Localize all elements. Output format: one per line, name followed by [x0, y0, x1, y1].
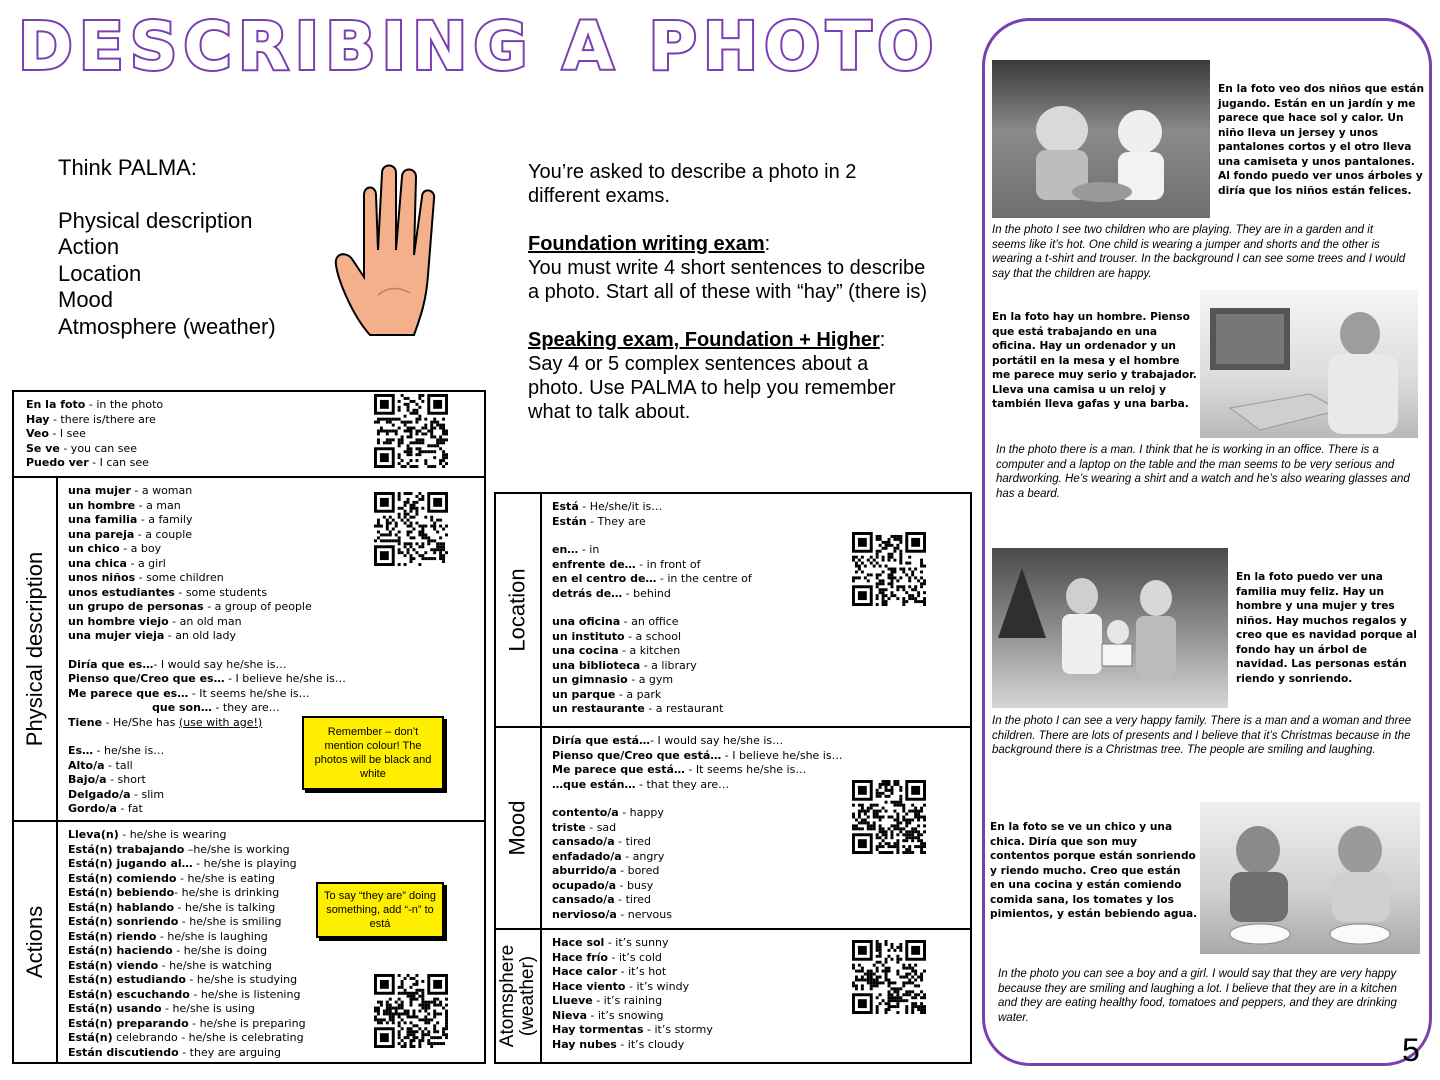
vocab-es: detrás de…: [552, 586, 623, 600]
vocab-en: - some students: [174, 585, 268, 599]
vocab-es: Me parece que es…: [68, 686, 189, 700]
vocab-es: Hay: [26, 412, 50, 426]
vocab-es: Pienso que/Creo que es…: [68, 672, 225, 685]
vocab-en: - He/She has: [102, 715, 179, 729]
vocab-en: - it’s raining: [592, 994, 663, 1007]
section-label: Actions: [22, 905, 47, 979]
vocab-es: Están discutiendo: [68, 1045, 179, 1059]
vocab-es: Hace viento: [552, 979, 626, 993]
vocab-en: - It seems he/she is…: [188, 686, 310, 700]
vocab-es: Está(n) viendo: [68, 958, 159, 972]
photo-kids-eating: [1200, 802, 1420, 954]
vocab-es: Bajo/a: [68, 773, 107, 786]
vocab-es: enfrente de…: [552, 557, 636, 571]
vocab-en: - a gym: [627, 673, 674, 686]
page-number: 5: [1402, 1032, 1420, 1068]
vocab-es: una cocina: [552, 644, 619, 657]
qr-code[interactable]: [374, 492, 448, 566]
vocab-en: - that they are…: [635, 777, 730, 791]
vocab-en: - he/she is watching: [158, 958, 272, 972]
location-side-label: [496, 494, 542, 726]
vocab-es: en el centro de…: [552, 572, 657, 585]
photo-children-playing: [992, 60, 1210, 218]
vocab-en: - you can see: [59, 441, 138, 455]
vocab-en: - an old lady: [164, 629, 237, 642]
vocab-es: Alto/a: [68, 758, 105, 772]
vocab-en: - I believe he/she is…: [721, 748, 843, 762]
palma-item: Mood: [58, 287, 114, 312]
location-box: [494, 492, 972, 728]
vocab-en: - slim: [130, 787, 165, 801]
vocab-es: Pienso que/Creo que está…: [552, 748, 722, 762]
vocab-es: un parque: [552, 687, 616, 701]
vocab-es: Hace calor: [552, 965, 618, 978]
vocab-es: En la foto: [26, 398, 86, 411]
vocab-en: - it’s hot: [617, 965, 667, 978]
vocab-en: - he/she is…: [93, 744, 165, 757]
vocab-en: - he/she is preparing: [188, 1016, 306, 1030]
kitchen-illustration: [1200, 802, 1420, 954]
vocab-es: cansado/a: [552, 835, 615, 848]
vocab-es: Gordo/a: [68, 802, 117, 815]
vocab-es: una oficina: [552, 615, 621, 628]
vocab-es: un restaurante: [552, 702, 645, 715]
vocab-en: - he/she is listening: [189, 987, 301, 1001]
vocab-en: - I would say he/she is…: [650, 734, 784, 747]
vocab-es: Puedo ver: [26, 456, 89, 469]
vocab-en: - there is/there are: [49, 412, 156, 426]
colour-reminder-note: Remember – don’t mention colour! The photos will be black and white: [302, 716, 444, 790]
vocab-en: - he/she is talking: [174, 900, 276, 914]
vocab-en: - in the photo: [85, 398, 164, 411]
palma-item: Location: [58, 260, 142, 286]
example-english: In the photo you can see a boy and a girl. I would say that they are very happy because they are smiling and laughing a lot. I believe that they are in a kitchen and they are eating healthy food, tomatoes and peppers, and they are drinking water.: [998, 968, 1397, 1024]
vocab-es: Hay nubes: [552, 1037, 617, 1051]
vocab-en: - busy: [616, 878, 654, 892]
vocab-en: - nervous: [616, 907, 672, 921]
vocab-es: en…: [552, 543, 579, 556]
foundation-heading: Foundation writing exam: [528, 233, 765, 255]
vocab-es: …que están…: [552, 777, 636, 791]
vocab-en: - a library: [640, 658, 697, 672]
vocab-en: - a kitchen: [618, 644, 681, 657]
vocab-es: Está(n) riendo: [68, 929, 157, 943]
vocab-es: Está(n): [68, 1031, 113, 1044]
vocab-es: Hace sol: [552, 936, 605, 949]
section-label: Mood: [505, 800, 531, 856]
vocab-es: un hombre viejo: [68, 614, 169, 628]
palma-block: [58, 155, 358, 340]
example-english: In the photo I can see a very happy family. There is a man and a woman and three children. There are lots of presents and I believe that it’s Christmas because in the background there is a Christmas tree. The people are smiling and laughing.: [992, 715, 1412, 756]
vocab-en: - I can see: [88, 456, 149, 469]
vocab-es: Está(n) haciendo: [68, 944, 173, 957]
vocab-es: Nieva: [552, 1008, 588, 1022]
vocab-en: - It seems he/she is…: [684, 763, 807, 776]
vocab-es: una mujer: [68, 484, 131, 497]
location-list: [552, 500, 852, 717]
example-spanish: En la foto puedo ver una familia muy feliz. Hay un hombre y una mujer y tres niños. Hay muchos regalos y creo que es navidad porque al fondo hay un árbol de navidad. Las personas están riendo y sonriendo.: [1236, 571, 1417, 685]
photo-man-working: [1200, 290, 1418, 438]
example-english: In the photo I see two children who are playing. They are in a garden and it seems like it’s hot. One child is wearing a jumper and shorts and the other is wearing a t-shirt and trouser. In the background I can see some trees and I would say that the children are happy.: [992, 224, 1406, 280]
vocab-es: una chica: [68, 556, 127, 570]
vocab-es: Se ve: [26, 441, 60, 455]
vocab-en: - fat: [116, 802, 143, 815]
page-title: DESCRIBING A PHOTO: [18, 8, 940, 85]
example-spanish: En la foto se ve un chico y una chica. Diría que son muy contentos porque están sonriendo y riendo mucho. Creo que están en una cocina y están comiendo comida sana, los tomates y los pimientos, y están bebiendo agua.: [990, 821, 1198, 920]
children-illustration: [992, 60, 1210, 218]
vocab-en: - it’s cold: [607, 950, 662, 964]
mood-list: [552, 734, 852, 922]
office-illustration: [1200, 290, 1418, 438]
speaking-heading: Speaking exam, Foundation + Higher: [528, 329, 880, 351]
vocab-es: aburrido/a: [552, 864, 617, 877]
palma-heading: Think PALMA:: [58, 155, 197, 180]
palma-item: Action: [58, 234, 120, 259]
vocab-es: Tiene: [68, 715, 103, 729]
palma-item: Atmosphere (weather): [58, 313, 276, 339]
vocab-en: - a restaurant: [644, 702, 724, 715]
qr-code[interactable]: [852, 940, 926, 1014]
vocab-en: - an office: [620, 615, 679, 628]
weather-side-label: [496, 930, 542, 1062]
vocab-es: Está(n) trabajando: [68, 842, 185, 856]
vocab-es: una pareja: [68, 527, 135, 541]
vocab-es: un chico: [68, 542, 120, 555]
vocab-en: - they are…: [211, 701, 280, 714]
vocab-en: - tall: [104, 758, 133, 772]
vocab-en: - in: [578, 543, 600, 556]
vocab-en: - angry: [621, 849, 665, 863]
vocab-en: - in front of: [635, 557, 701, 571]
vocab-es: Diría que es…: [68, 657, 154, 671]
vocab-es: Está(n) usando: [68, 1002, 162, 1015]
vocab-es: Hace frío: [552, 950, 608, 964]
vocab-en: - it’s sunny: [604, 936, 669, 949]
vocab-en: - tired: [614, 835, 651, 848]
intro-line: You’re asked to describe a photo in 2 different exams.: [528, 161, 857, 207]
vocab-es: un hombre: [68, 498, 136, 512]
vocab-es: Está: [552, 500, 579, 513]
vocab-es: Está(n) comiendo: [68, 871, 177, 885]
vocab-en: - he/she is eating: [176, 871, 275, 885]
physical-side-label: [14, 478, 58, 820]
intro-block: You’re asked to describe a photo in 2 different exams. Foundation writing exam: You must write 4 short sentences to describe a photo. Start all of these with “hay” (there is) Speaking exam, Foundation + Higher: Say 4 or 5 complex sentences about a photo. Use PALMA to help you remember what to talk about.: [528, 161, 928, 423]
vocab-es: unos estudiantes: [68, 585, 175, 599]
hand-icon: [330, 155, 450, 345]
vocab-es: cansado/a: [552, 893, 615, 906]
vocab-en: - short: [106, 773, 146, 786]
vocab-en: - in the centre of: [656, 572, 752, 585]
vocab-es: Está(n) bebiendo: [68, 886, 175, 899]
section-label: Physical description: [22, 551, 47, 747]
vocab-es: Está(n) preparando: [68, 1016, 189, 1030]
example-english: In the photo there is a man. I think that he is working in an office. There is a computer and a laptop on the table and the man seems to be very serious and hardworking. He’s wearing a shirt and a watch and he’s also wearing glasses and has a beard.: [996, 444, 1410, 500]
vocab-en: - I would say he/she is…: [153, 657, 287, 671]
vocab-es: Está(n) estudiando: [68, 973, 186, 986]
vocab-en: - a woman: [130, 484, 193, 497]
vocab-es: Está(n) hablando: [68, 900, 175, 914]
vocab-es: un instituto: [552, 629, 625, 643]
vocab-en: - they are arguing: [178, 1045, 282, 1059]
actions-list: [68, 828, 368, 1060]
vocab-en: - He/she/it is…: [578, 500, 663, 513]
example-spanish: En la foto hay un hombre. Pienso que está trabajando en una oficina. Hay un ordenador y un portátil en la mesa y el hombre me parece muy serio y trabajador. Lleva una camisa u un reloj y también lleva gafas y una barba.: [992, 311, 1197, 410]
vocab-es: Están: [552, 514, 587, 528]
vocab-es: Veo: [26, 427, 49, 440]
qr-code[interactable]: [852, 780, 926, 854]
vocab-es: nervioso/a: [552, 907, 617, 921]
vocab-es: una biblioteca: [552, 658, 641, 672]
vocab-es: que son…: [152, 701, 212, 714]
vocab-en: –he/she is working: [184, 842, 290, 856]
vocab-en: - I believe he/she is…: [224, 672, 346, 685]
vocab-en: celebrando - he/she is celebrating: [112, 1031, 304, 1044]
vocab-es: Es…: [68, 744, 94, 757]
vocab-en: - happy: [618, 806, 664, 819]
vocab-es: una mujer vieja: [68, 629, 165, 642]
vocab-en: - an old man: [168, 614, 242, 628]
vocab-en: - some children: [135, 571, 224, 584]
mood-side-label: [496, 728, 542, 928]
vocab-en: - behind: [622, 586, 671, 600]
qr-code[interactable]: [852, 532, 926, 606]
vocab-en: - he/she is studying: [185, 973, 298, 986]
vocab-es: un grupo de personas: [68, 600, 204, 613]
age-hint-link: (use with age!): [178, 715, 263, 729]
vocab-es: unos niños: [68, 571, 136, 584]
photo-family-christmas: [992, 548, 1228, 708]
vocab-es: Está(n) escuchando: [68, 987, 190, 1001]
vocab-en: - he/she is smiling: [178, 915, 282, 928]
vocab-es: enfadado/a: [552, 849, 622, 863]
vocab-en: - a family: [137, 513, 193, 526]
vocab-en: - bored: [616, 864, 660, 877]
vocab-en: - it’s stormy: [643, 1023, 713, 1036]
vocab-es: Lleva(n): [68, 828, 119, 841]
vocab-es: Llueve: [552, 994, 593, 1007]
actions-side-label: [14, 822, 58, 1062]
qr-code[interactable]: [374, 974, 448, 1048]
vocab-en: - a boy: [119, 542, 162, 555]
vocab-en: - it’s windy: [625, 979, 690, 993]
vocab-en: - he/she is laughing: [156, 929, 268, 943]
palma-item: Physical description: [58, 207, 253, 233]
foundation-text: You must write 4 short sentences to describe a photo. Start all of these with “hay” (there is): [528, 257, 928, 303]
vocab-es: triste: [552, 820, 586, 834]
vocab-es: Está(n) jugando al…: [68, 857, 193, 870]
vocab-en: - he/she is drinking: [174, 886, 280, 899]
vocab-es: contento/a: [552, 806, 619, 819]
vocab-en: - They are: [586, 514, 646, 528]
vocab-en: - a park: [615, 687, 662, 701]
vocab-es: una familia: [68, 513, 138, 526]
family-illustration: [992, 548, 1228, 708]
speaking-text: Say 4 or 5 complex sentences about a photo. Use PALMA to help you remember what to talk about.: [528, 353, 896, 423]
vocab-en: - a school: [624, 629, 682, 643]
vocab-en: - it’s snowing: [587, 1008, 664, 1022]
section-label: Location: [505, 568, 530, 652]
they-are-note: To say “they are” doing something, add “-n” to está: [316, 882, 444, 938]
vocab-en: - I see: [48, 427, 86, 440]
vocab-en: - a group of people: [203, 600, 312, 613]
vocab-en: - it’s cloudy: [616, 1037, 685, 1051]
vocab-en: - a man: [135, 498, 181, 512]
vocab-en: - sad: [585, 820, 617, 834]
vocab-en: - he/she is wearing: [118, 828, 227, 841]
vocab-es: Me parece que está…: [552, 763, 685, 776]
example-spanish: En la foto veo dos niños que están jugando. Están en un jardín y me parece que hace sol y calor. Un niño lleva un jersey y unos pantalones cortos y el otro lleva una camiseta y unos pantalones. Al fondo puedo ver unos árboles y diría que los niños están felices.: [1218, 83, 1424, 197]
vocab-es: Diría que está…: [552, 734, 651, 747]
vocab-es: Delgado/a: [68, 787, 131, 801]
section-label: Atomsphere (weather): [497, 944, 539, 1048]
vocab-es: Hay tormentas: [552, 1023, 644, 1036]
vocab-en: - he/she is using: [161, 1002, 255, 1015]
vocab-en: - a girl: [126, 556, 166, 570]
qr-code[interactable]: [374, 394, 448, 468]
vocab-en: - he/she is doing: [172, 944, 268, 957]
vocab-es: Está(n) sonriendo: [68, 915, 179, 928]
weather-list: [552, 936, 852, 1052]
vocab-es: ocupado/a: [552, 878, 617, 892]
vocab-es: un gimnasio: [552, 673, 628, 686]
vocab-en: - he/she is playing: [192, 857, 297, 870]
vocab-en: - tired: [614, 893, 651, 906]
vocab-en: - a couple: [134, 527, 193, 541]
